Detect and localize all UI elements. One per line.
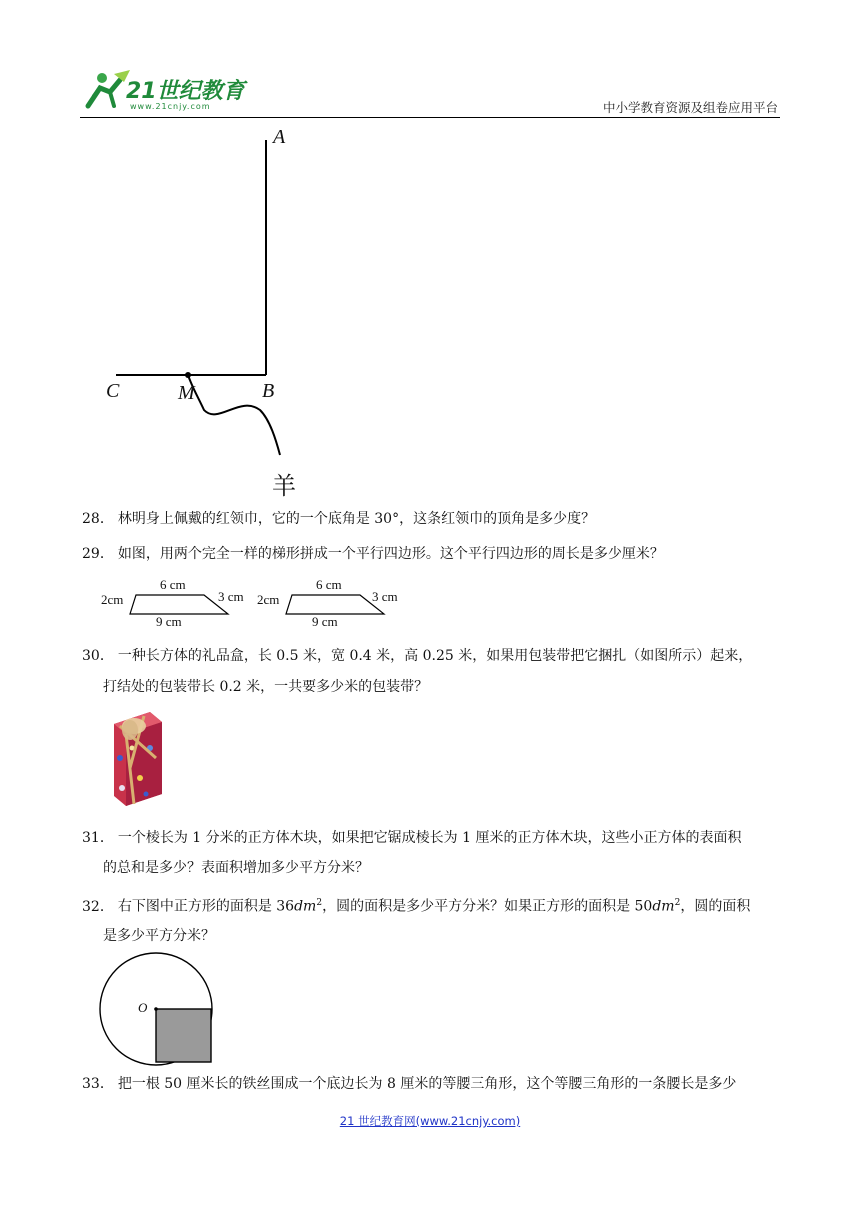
unit-exponent: 2 [674,898,681,908]
question-33 [82,1074,782,1094]
trapezoid-2-top: 6 cm [316,577,342,592]
question-text: 林明身上佩戴的红领巾，它的一个底角是 30°，这条红领巾的顶角是多少度？ [117,511,596,527]
logo-text: 21世纪教育 [126,79,245,104]
logo-url: www.21cnjy.com [130,102,211,111]
question-number: 33． [82,1076,114,1092]
question-text-line1: 一个棱长为 1 分米的正方体木块，如果把它锯成棱长为 1 厘米的正方体木块，这些小正方体的表面积 [117,830,742,846]
center-o-label: O [138,1000,148,1015]
point-m-label: M [178,382,195,404]
trapezoid-1-right: 3 cm [218,589,244,604]
question-31-line2: 的总和是多少？表面积增加多少平方分米？ [103,860,369,876]
gift-box-image [100,708,165,808]
question-text: 把一根 50 厘米长的铁丝围成一个底边长为 8 厘米的等腰三角形，这个等腰三角形的一条腰长是多少 [117,1076,737,1092]
footer [0,1113,860,1129]
question-30-line2: 打结处的包装带长 0.2 米，一共要多少米的包装带？ [103,679,429,695]
sheep-label: 羊 [272,472,296,500]
platform-title: 中小学教育资源及组卷应用平台 [602,100,778,115]
question-number: 28． [82,511,114,527]
question-number: 30． [82,648,114,664]
trapezoid-1-bottom: 9 cm [156,614,182,629]
question-29 [82,544,782,564]
trapezoid-1-left: 2cm [101,592,124,607]
trapezoid-2-left: 2cm [257,592,280,607]
tether-diagram [100,125,320,500]
trapezoid-pair [100,578,410,628]
unit: dm [652,898,675,915]
question-number: 29． [82,546,114,562]
trapezoid-1-top: 6 cm [160,577,186,592]
question-number: 32． [82,898,114,915]
point-c-label: C [106,380,120,402]
question-number: 31． [82,830,114,846]
question-text: 如图，用两个完全一样的梯形拼成一个平行四边形。这个平行四边形的周长是多少厘米？ [117,546,664,562]
point-a-label: A [273,126,286,148]
question-text-b: ，圆的面积是多少平方分米？如果正方形的面积是 50 [322,898,653,915]
footer-link[interactable]: 21 世纪教育网(www.21cnjy.com) [339,1114,521,1128]
question-text-line1: 一种长方体的礼品盒，长 0.5 米，宽 0.4 米，高 0.25 米，如果用包装带把它捆扎（如图所示）起来， [117,648,753,664]
trapezoid-2-right: 3 cm [372,589,398,604]
unit: dm [294,898,317,915]
question-32 [82,893,782,917]
unit-exponent: 2 [316,898,323,908]
header-divider [80,117,780,118]
question-text-a: 右下图中正方形的面积是 36 [117,898,295,915]
question-30 [82,646,782,666]
circle-square-figure [98,950,218,1070]
question-28 [82,509,782,529]
question-text-c: ，圆的面积 [680,898,751,915]
question-31 [82,828,782,848]
question-32-line2: 是多少平方分米？ [103,928,215,944]
trapezoid-2-bottom: 9 cm [312,614,338,629]
point-b-label: B [262,380,275,402]
